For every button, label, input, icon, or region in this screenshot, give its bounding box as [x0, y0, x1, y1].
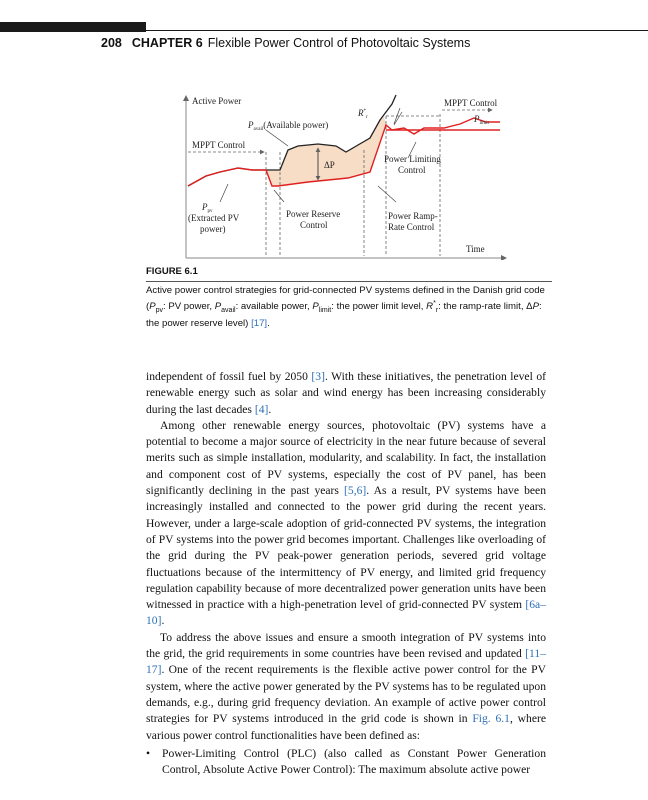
- figure-6-1: [148, 90, 518, 260]
- bullet-icon: •: [146, 746, 151, 760]
- limiting-label-2: Control: [398, 165, 426, 175]
- plimit-label: $P_{limit}$: [474, 114, 489, 126]
- figure-label: FIGURE 6.1: [146, 266, 198, 277]
- figure-caption: Active power control strategies for grid-connected PV systems defined in the Danish grid code ($P_{pv}$: PV power, $P_{avail}$: available power, $P_{limit}$: the power limit level, $R^*_r$: the ramp-rate limit, ΔP: the power reserve level) [17].: [146, 285, 545, 330]
- region-dividers: [266, 114, 440, 256]
- mppt-label-left: MPPT Control: [192, 140, 246, 150]
- reserve-label-2: Control: [300, 220, 328, 230]
- ppv-label-line3: power): [200, 224, 226, 234]
- paragraph-3: To address the above issues and ensure a smooth integration of PV systems into the grid, the grid requirements in some countries have been revised and updated [11–17]. One of the recent requirements is the flexible active power control for the PV system, where the active power generated by the PV systems has to be regulated upon demands, e.g., during grid frequency deviation. An example of active power control strategies for PV systems introduced in the grid code is shown in Fig. 6.1, where various power control functionalities have been defined as:: [146, 630, 546, 742]
- figure-link[interactable]: Fig. 6.1: [472, 712, 510, 726]
- chapter-title: Flexible Power Control of Photovoltaic Systems: [207, 36, 471, 50]
- page-number: 208: [101, 36, 122, 50]
- bullet-item: • Power-Limiting Control (PLC) (also called as Constant Power Generation Control, Absolute Active Power Control): The maximum absolute active power: [146, 746, 546, 779]
- ref-link[interactable]: [5,6]: [344, 484, 367, 498]
- body-text: [146, 369, 546, 778]
- chapter-label: CHAPTER 6: [131, 36, 203, 50]
- x-axis-label: Time: [466, 244, 485, 254]
- y-axis-label: Active Power: [192, 96, 242, 106]
- rr-label: $R^*_r$: [358, 108, 368, 120]
- limiting-label-1: Power Limiting: [384, 154, 441, 164]
- ref-link[interactable]: [6a–10]: [146, 598, 546, 628]
- mppt-label-right: MPPT Control: [444, 98, 498, 108]
- ppv-label: $P_{pv}$: [202, 202, 213, 214]
- reserve-label-1: Power Reserve: [286, 209, 341, 219]
- ref-link[interactable]: [11–17]: [146, 647, 546, 677]
- pavail-label: $P_{avail}(Available$ power): [248, 120, 329, 132]
- ref-link[interactable]: [4]: [254, 402, 269, 416]
- ref-link[interactable]: [3]: [311, 370, 325, 383]
- caption-reference-link[interactable]: [17]: [251, 318, 268, 330]
- header-rule: [146, 30, 648, 31]
- ramp-label-1: Power Ramp-: [388, 211, 438, 221]
- paragraph-1: independent of fossil fuel by 2050 [3]. With these initiatives, the penetration level of renewable energy such as solar and wind energy has been increasing considerably during the last decades [4].: [146, 370, 546, 416]
- ppv-label-line2: (Extracted PV: [188, 213, 240, 223]
- ramp-label-2: Rate Control: [388, 222, 435, 232]
- running-head: [101, 36, 470, 50]
- paragraph-2: Among other renewable energy sources, photovoltaic (PV) systems have a potential to become a major source of electricity in the near future because of several merits such as simple installation, modularity, and scalability. In fact, the installation and component cost of PV systems, especially the cost of PV panel, has been significantly declining in the past years [5,6]. As a result, PV systems have been increasingly installed and connected to the power grid during the recent years. However, under a large-scale adoption of grid-connected PV systems, the integration of PV systems into the power grid becomes important. Challenges like overloading of the grid during the PV peak-power generation periods, severed grid voltage fluctuations because of the intermittency of PV energy, and limited grid frequency regulation capability because of more decentralized power generation units have been witnessed in practice with a high-penetration level of grid-connected PV system [6a–10].: [146, 418, 546, 628]
- delta-p-label: ΔP: [324, 160, 335, 170]
- caption-rule: [146, 281, 552, 282]
- header-bar: [0, 22, 146, 32]
